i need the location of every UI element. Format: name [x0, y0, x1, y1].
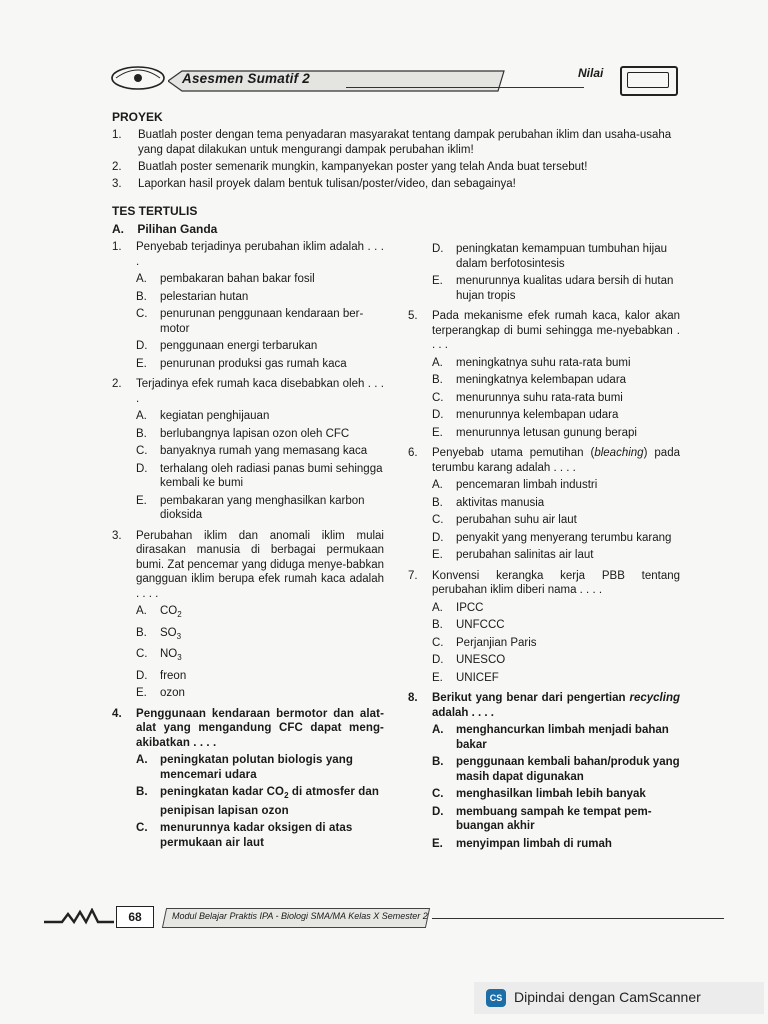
tes-tertulis-heading: TES TERTULIS — [112, 204, 198, 218]
answer-option — [432, 531, 680, 546]
answer-option — [432, 426, 680, 441]
answer-option — [136, 753, 384, 782]
answer-option — [136, 339, 384, 354]
section-label: Pilihan Ganda — [137, 222, 218, 236]
question-text: Penggunaan kendaraan bermotor dan alat-alat yang mengandung CFC dapat meng-akibatkan . . . . — [136, 707, 384, 749]
option-letter: A. — [136, 754, 148, 766]
option-text: membuang sampah ke tempat pem-buangan akhir — [456, 805, 652, 832]
answer-option — [432, 408, 680, 423]
subscript: 2 — [177, 610, 182, 619]
answer-option — [432, 274, 680, 303]
option-text: ozon — [160, 687, 185, 699]
option-letter: A. — [432, 479, 443, 491]
footer-arrows-icon — [44, 908, 114, 928]
answer-option — [136, 785, 384, 818]
option-text: pelestarian hutan — [160, 290, 249, 303]
option-text: menurunnya kadar oksigen di atas permukaan air laut — [160, 822, 353, 849]
answer-option — [136, 462, 384, 491]
answer-option — [136, 821, 384, 850]
option-letter: C. — [136, 822, 148, 834]
item-text: Buatlah poster dengan tema penyadaran masyarakat tentang dampak perubahan iklim dan usaha-usaha yang dapat dilakukan untuk mengurangi dampak perubahan iklim! — [138, 129, 672, 156]
option-text: aktivitas manusia — [456, 496, 545, 509]
assessment-title: Asesmen Sumatif 2 — [182, 71, 310, 86]
answer-option — [432, 548, 680, 563]
proyek-list — [112, 128, 682, 194]
question-1 — [112, 240, 384, 371]
answer-option — [136, 626, 384, 645]
answer-option — [136, 272, 384, 287]
option-letter: C. — [432, 391, 444, 404]
option-letter: E. — [432, 837, 443, 850]
option-letter: D. — [136, 462, 148, 475]
header-rule — [346, 87, 584, 88]
option-letter: A. — [136, 605, 147, 617]
footer-rule — [432, 918, 724, 919]
answer-option — [432, 723, 680, 752]
option-letter: C. — [136, 308, 148, 320]
option-text: UNESCO — [456, 654, 506, 666]
score-label: Nilai — [578, 66, 604, 80]
pilihan-ganda-heading — [112, 222, 217, 236]
option-text: UNFCCC — [456, 619, 505, 631]
option-letter: D. — [432, 805, 444, 818]
question-text-cont: adalah . . . . — [432, 706, 494, 719]
option-letter: D. — [136, 340, 148, 352]
subscript: 2 — [284, 791, 289, 800]
score-box — [620, 66, 678, 96]
option-text: penyakit yang menyerang terumbu karang — [456, 531, 672, 544]
answer-option — [432, 391, 680, 406]
question-2 — [112, 377, 384, 523]
question-text: Penyebab terjadinya perubahan iklim adalah . . . . — [136, 241, 384, 268]
option-letter: E. — [432, 671, 443, 684]
option-letter: D. — [432, 654, 444, 666]
question-text: Konvensi kerangka kerja PBB tentang perubahan iklim diberi nama . . . . — [432, 569, 680, 596]
answer-option — [432, 513, 680, 528]
option-text: SO — [160, 626, 177, 639]
question-3 — [112, 529, 384, 701]
answer-option — [432, 478, 680, 493]
option-text: freon — [160, 669, 187, 682]
option-letter: A. — [432, 601, 443, 614]
answer-option — [136, 669, 384, 684]
book-title: Modul Belajar Praktis IPA - Biologi SMA/MA Kelas X Semester 2 — [172, 911, 428, 921]
option-letter: C. — [432, 514, 444, 526]
answer-option — [136, 409, 384, 424]
option-text: pembakaran yang menghasilkan karbon dioksida — [160, 494, 365, 521]
question-text: Perubahan iklim dan anomali iklim mulai dirasakan manusia di berbagai permukaan bumi. Zat pencemar yang diduga menye-babkan gangguan iklim berupa efek rumah kaca adalah . . . . — [136, 529, 384, 600]
option-text: berlubangnya lapisan ozon oleh CFC — [160, 427, 350, 440]
item-number: 3. — [112, 178, 122, 190]
camscanner-logo-icon: CS — [486, 989, 506, 1007]
question-text-italic: recycling — [629, 692, 680, 704]
option-letter: B. — [432, 756, 444, 768]
option-letter: D. — [432, 531, 444, 544]
question-number: 7. — [408, 569, 418, 582]
option-text: UNICEF — [456, 671, 499, 684]
option-letter: C. — [136, 648, 148, 660]
option-text: meningkatnya kelembapan udara — [456, 374, 627, 386]
option-text: perubahan salinitas air laut — [456, 549, 594, 561]
ayo-berlatih-badge-icon — [108, 58, 172, 92]
option-letter: A. — [432, 724, 444, 736]
answer-option — [136, 307, 384, 336]
option-letter: B. — [136, 626, 147, 639]
answer-option — [432, 671, 680, 686]
question-text-italic: bleaching — [594, 447, 644, 459]
option-text: menghasilkan limbah lebih banyak — [456, 788, 646, 800]
question-number: 3. — [112, 529, 122, 542]
option-text: kegiatan penghijauan — [160, 410, 270, 422]
answer-option — [136, 427, 384, 442]
list-item — [112, 128, 682, 158]
option-text: banyaknya rumah yang memasang kaca — [160, 445, 368, 457]
option-letter: E. — [136, 357, 147, 370]
option-text: peningkatan polutan biologis yang mencemari udara — [160, 754, 354, 781]
option-text: IPCC — [456, 601, 484, 614]
page-footer — [44, 906, 724, 930]
answer-option — [432, 373, 680, 388]
option-letter: C. — [432, 636, 444, 649]
answer-option — [432, 618, 680, 633]
question-7 — [408, 569, 680, 686]
subscript: 3 — [177, 653, 182, 662]
question-text: Penyebab utama pemutihan ( — [432, 447, 595, 459]
answer-option — [432, 653, 680, 668]
option-text: peningkatan kadar CO — [160, 786, 285, 798]
option-text: terhalang oleh radiasi panas bumi sehingga kembali ke bumi — [160, 462, 383, 489]
question-4-continued — [408, 242, 680, 303]
answer-option — [432, 787, 680, 802]
question-number: 1. — [112, 241, 122, 253]
option-text: pencemaran limbah industri — [456, 479, 598, 491]
option-letter: C. — [432, 788, 444, 800]
option-text: penurunan penggunaan kendaraan ber-motor — [160, 308, 364, 335]
option-letter: A. — [432, 356, 443, 369]
option-text: menurunnya kualitas udara bersih di hutan hujan tropis — [456, 275, 674, 302]
answer-option — [432, 837, 680, 852]
item-number: 1. — [112, 129, 122, 141]
option-text: penggunaan energi terbarukan — [160, 340, 318, 352]
answer-option — [432, 805, 680, 834]
list-item — [112, 160, 682, 175]
question-number: 5. — [408, 310, 418, 322]
option-letter: E. — [136, 687, 147, 699]
answer-option — [136, 290, 384, 305]
option-text: meningkatnya suhu rata-rata bumi — [456, 356, 631, 369]
page-number: 68 — [116, 906, 154, 928]
option-text: perubahan suhu air laut — [456, 514, 577, 526]
option-text: CO — [160, 605, 178, 617]
answer-option — [432, 636, 680, 651]
question-text: Pada mekanisme efek rumah kaca, kalor akan terperangkap di bumi sehingga me-nyebabkan . . . . — [432, 310, 680, 351]
option-letter: D. — [432, 409, 444, 421]
camscanner-watermark — [474, 982, 764, 1014]
option-letter: A. — [136, 273, 147, 285]
question-number: 6. — [408, 447, 418, 459]
option-text: pembakaran bahan bakar fosil — [160, 273, 315, 285]
proyek-heading: PROYEK — [112, 110, 163, 124]
question-text-cont: ) pada terumbu karang adalah . . . . — [432, 447, 680, 474]
answer-option — [432, 601, 680, 616]
option-text: menurunnya suhu rata-rata bumi — [456, 391, 623, 404]
option-letter: D. — [432, 243, 444, 255]
option-letter: B. — [432, 619, 443, 631]
option-text-cont: di atmosfer dan penipisan lapisan ozon — [160, 786, 380, 817]
answer-option — [432, 242, 680, 271]
option-text: penggunaan kembali bahan/produk yang masih dapat digunakan — [456, 756, 680, 783]
question-4 — [112, 707, 384, 851]
option-letter: E. — [136, 494, 147, 507]
answer-option — [136, 494, 384, 523]
page-header — [108, 52, 680, 102]
option-letter: A. — [136, 410, 147, 422]
question-text: Berikut yang benar dari pengertian — [432, 692, 630, 704]
option-letter: B. — [136, 290, 147, 303]
option-text: menyimpan limbah di rumah — [456, 837, 612, 850]
item-text: Buatlah poster semenarik mungkin, kampanyekan poster yang telah Anda buat tersebut! — [138, 161, 588, 173]
answer-option — [136, 604, 384, 623]
option-letter: E. — [432, 426, 443, 439]
option-text: penurunan produksi gas rumah kaca — [160, 357, 347, 370]
answer-option — [432, 755, 680, 784]
answer-option — [136, 357, 384, 372]
answer-option — [136, 686, 384, 701]
option-letter: E. — [432, 549, 443, 561]
option-letter: B. — [136, 427, 147, 440]
left-column — [112, 240, 384, 856]
option-letter: B. — [136, 786, 148, 798]
option-letter: B. — [432, 496, 443, 509]
option-text: Perjanjian Paris — [456, 636, 537, 649]
answer-option — [432, 496, 680, 511]
option-text: menurunnya kelembapan udara — [456, 409, 619, 421]
option-text: peningkatan kemampuan tumbuhan hijau dalam berfotosintesis — [456, 243, 667, 270]
item-text: Laporkan hasil proyek dalam bentuk tulisan/poster/video, dan sebagainya! — [138, 178, 516, 190]
question-5 — [408, 309, 680, 440]
right-column — [408, 242, 680, 857]
answer-option — [136, 444, 384, 459]
option-letter: D. — [136, 669, 148, 682]
list-item — [112, 177, 682, 192]
question-text: Terjadinya efek rumah kaca disebabkan oleh . . . . — [136, 378, 384, 405]
question-number: 8. — [408, 692, 418, 704]
answer-option — [432, 356, 680, 371]
watermark-text: Dipindai dengan CamScanner — [514, 989, 701, 1005]
option-text: menurunnya letusan gunung berapi — [456, 426, 637, 439]
question-number: 2. — [112, 378, 122, 390]
question-8 — [408, 691, 680, 851]
item-number: 2. — [112, 161, 122, 173]
answer-option — [136, 647, 384, 666]
question-number: 4. — [112, 707, 122, 720]
option-letter: C. — [136, 445, 148, 457]
section-letter: A. — [112, 222, 124, 236]
question-6 — [408, 446, 680, 563]
option-text: NO — [160, 648, 178, 660]
subscript: 3 — [176, 631, 182, 641]
option-text: menghancurkan limbah menjadi bahan bakar — [456, 724, 669, 751]
option-letter: B. — [432, 374, 443, 386]
option-letter: E. — [432, 275, 443, 287]
